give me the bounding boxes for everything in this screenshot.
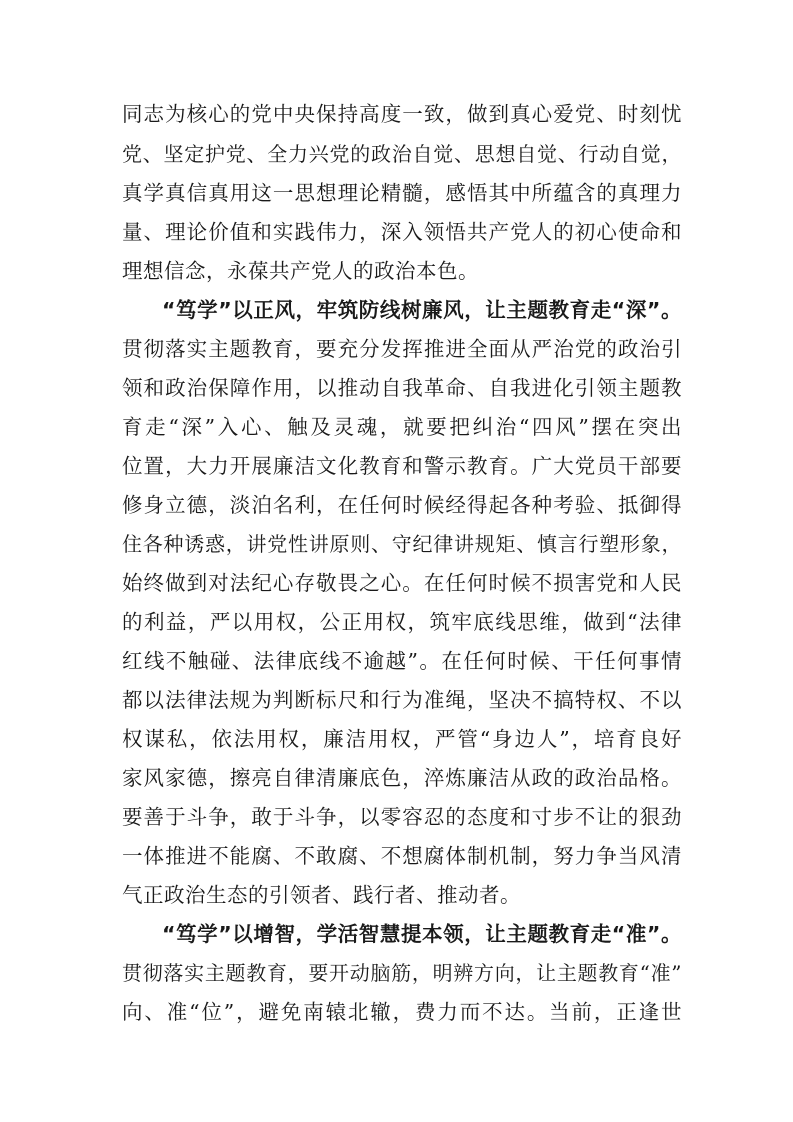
paragraph-line: 住各种诱惑，讲党性讲原则、守纪律讲规矩、慎言行塑形象，	[122, 532, 682, 556]
paragraph-line: 修身立德，淡泊名利，在任何时候经得起各种考验、抵御得	[122, 493, 682, 517]
paragraph-line: 真学真信真用这一思想理论精髓，感悟其中所蕴含的真理力	[122, 181, 682, 205]
paragraph-line: 育走“深”入心、触及灵魂，就要把纠治“四风”摆在突出	[122, 415, 682, 439]
paragraph-line: 一体推进不能腐、不敢腐、不想腐体制机制，努力争当风清	[122, 844, 682, 868]
paragraph-line: 红线不触碰、法律底线不逾越”。在任何时候、干任何事情	[122, 649, 682, 673]
paragraph-line: 理想信念，永葆共产党人的政治本色。	[122, 259, 479, 283]
paragraph-line: 要善于斗争，敢于斗争，以零容忍的态度和寸步不让的狠劲	[122, 805, 682, 829]
paragraph-line: 的利益，严以用权，公正用权，筑牢底线思维，做到“法律	[122, 610, 682, 634]
paragraph-line: 贯彻落实主题教育，要开动脑筋，明辨方向，让主题教育“准”	[122, 961, 682, 985]
paragraph-line: 同志为核心的党中央保持高度一致，做到真心爱党、时刻忧	[122, 102, 682, 126]
paragraph-line: 气正政治生态的引领者、践行者、推动者。	[122, 883, 521, 907]
paragraph-line: 领和政治保障作用，以推动自我革命、自我进化引领主题教	[122, 376, 682, 400]
paragraph-line: 位置，大力开展廉洁文化教育和警示教育。广大党员干部要	[122, 454, 682, 478]
paragraph-line: 向、准“位”，避免南辕北辙，费力而不达。当前，正逢世	[122, 1000, 682, 1024]
paragraph-line: 始终做到对法纪心存敬畏之心。在任何时候不损害党和人民	[122, 571, 682, 595]
paragraph-line: 贯彻落实主题教育，要充分发挥推进全面从严治党的政治引	[122, 337, 682, 361]
section-heading: “笃学”以增智，学活智慧提本领，让主题教育走“准”。	[162, 922, 682, 946]
section-heading: “笃学”以正风，牢筑防线树廉风，让主题教育走“深”。	[162, 298, 682, 322]
paragraph-line: 党、坚定护党、全力兴党的政治自觉、思想自觉、行动自觉，	[122, 142, 682, 166]
paragraph-line: 都以法律法规为判断标尺和行为准绳，坚决不搞特权、不以	[122, 688, 682, 712]
paragraph-line: 家风家德，擦亮自律清廉底色，淬炼廉洁从政的政治品格。	[122, 766, 682, 790]
paragraph-line: 权谋私，依法用权，廉洁用权，严管“身边人”，培育良好	[122, 727, 682, 751]
paragraph-line: 量、理论价值和实践伟力，深入领悟共产党人的初心使命和	[122, 220, 682, 244]
